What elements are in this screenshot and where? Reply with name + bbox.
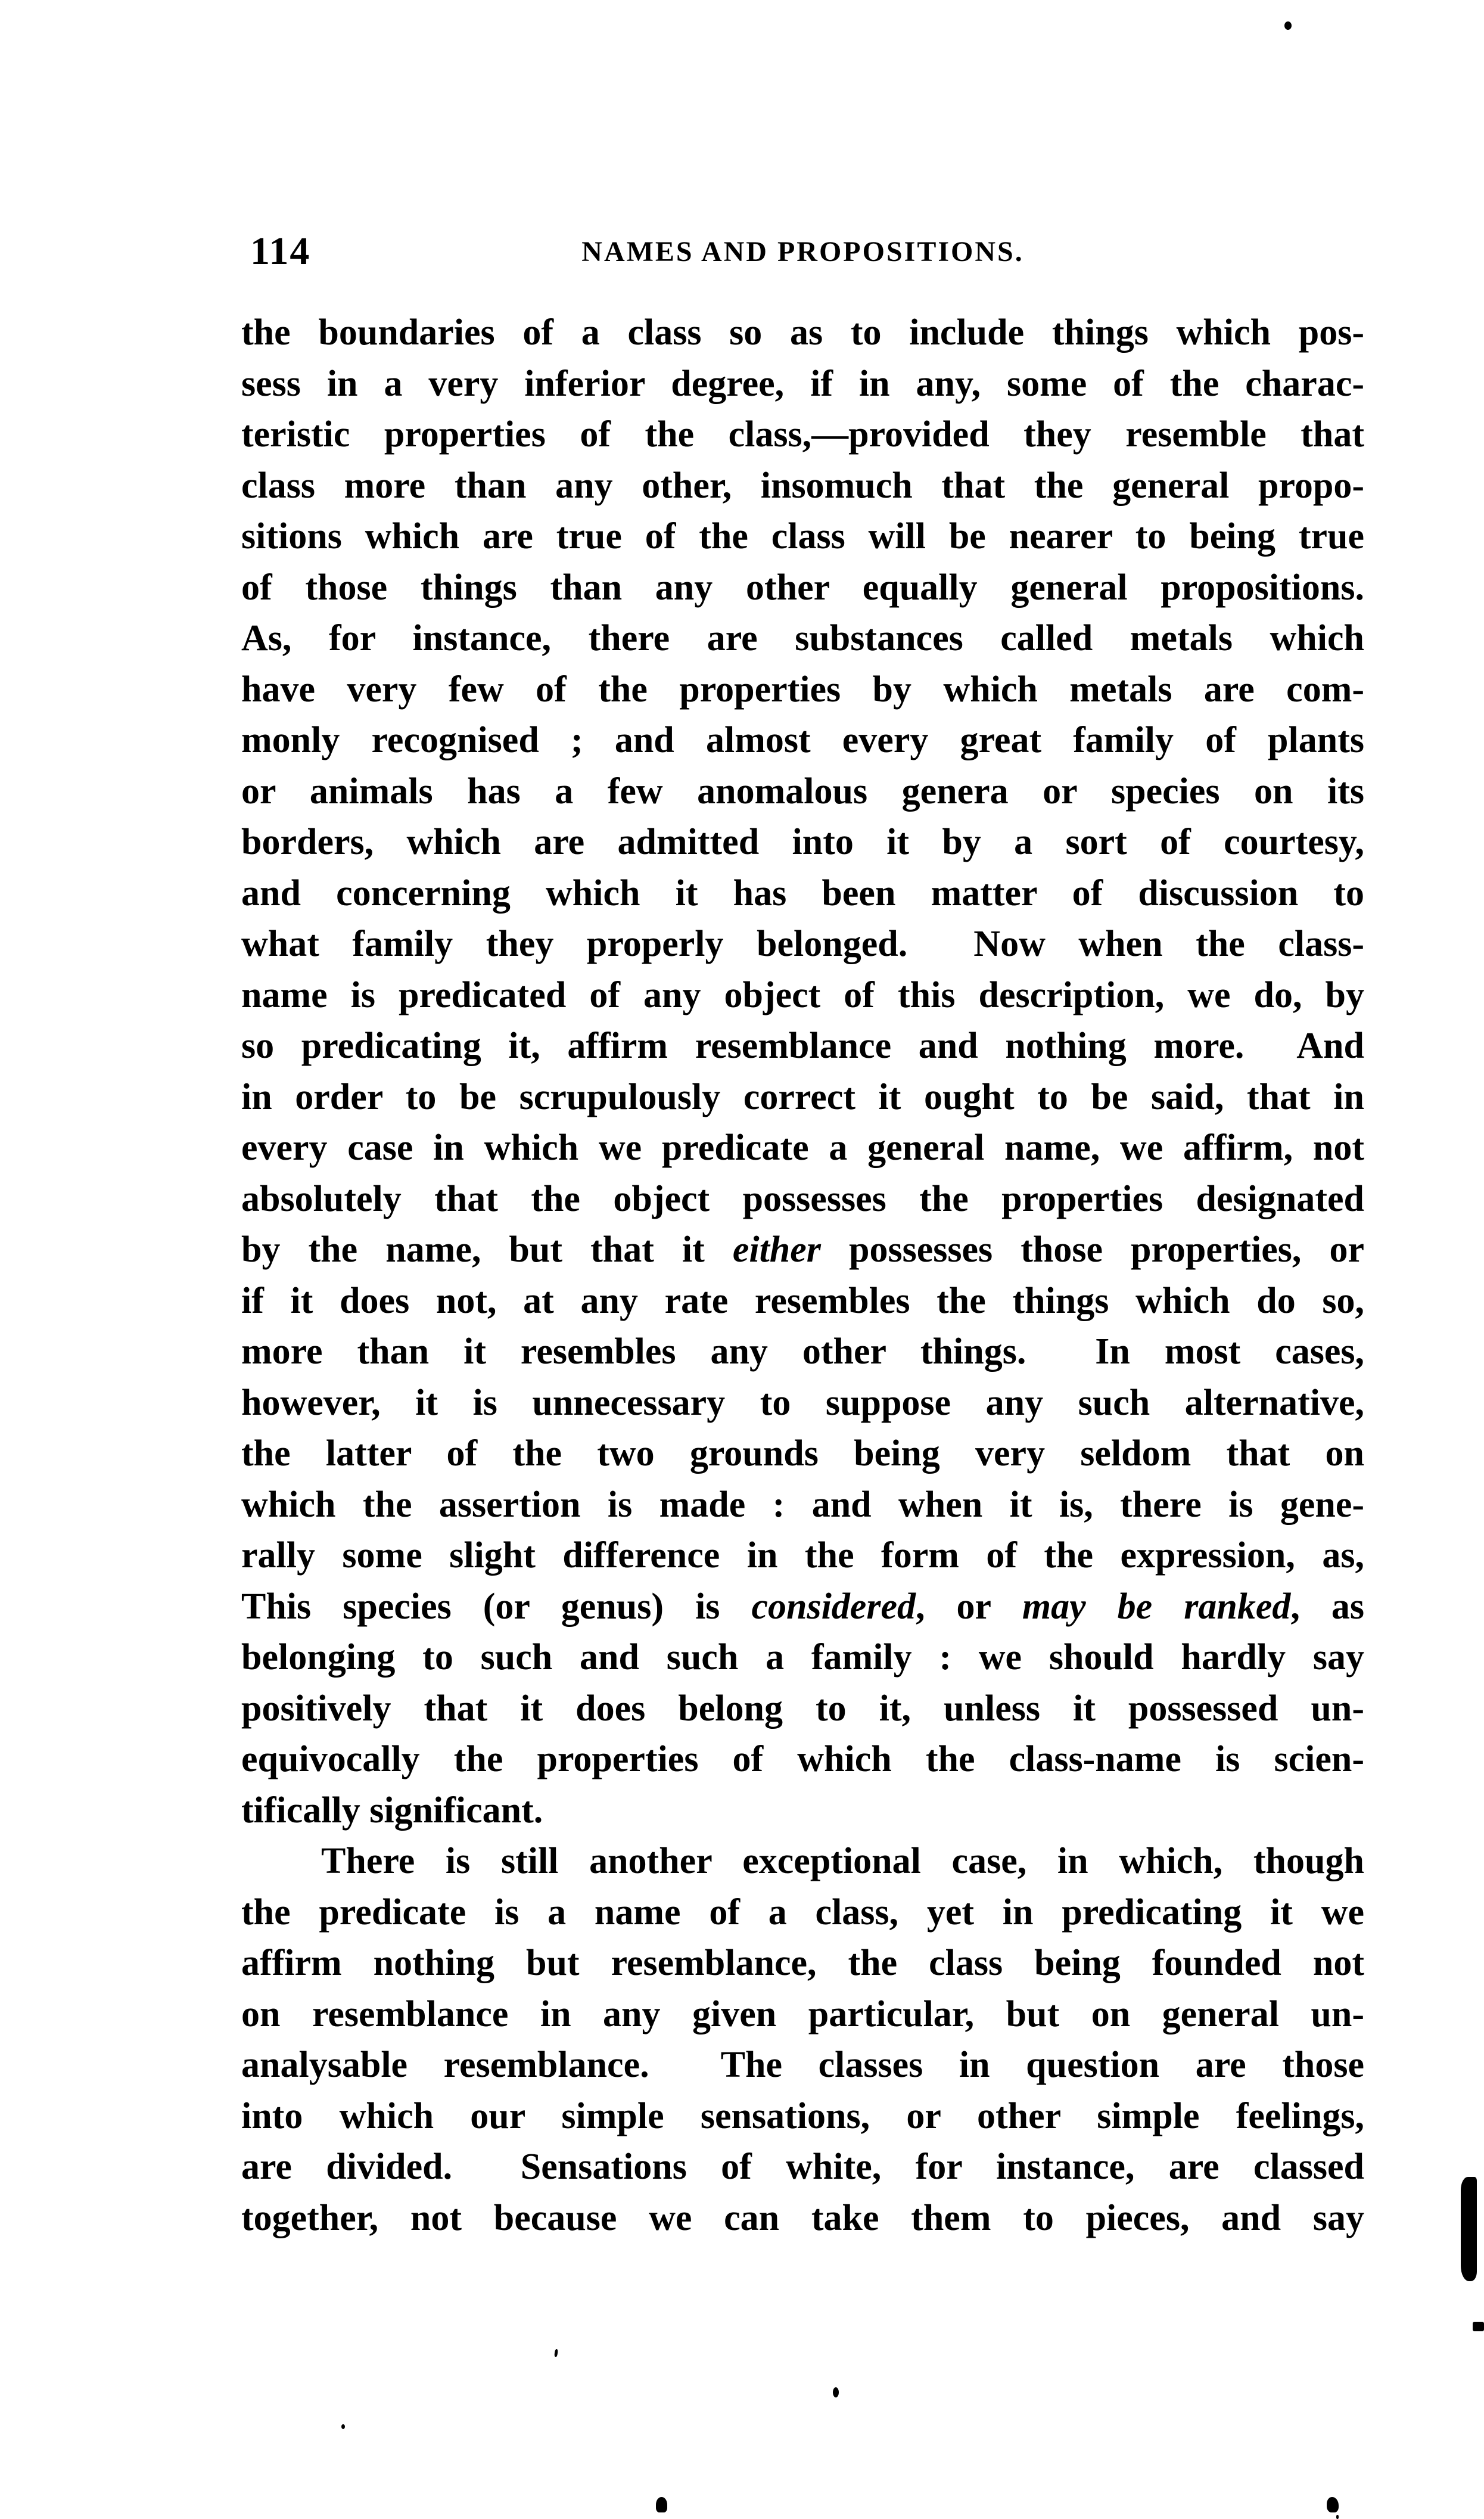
ink-bar-right-edge-artifact xyxy=(1461,2177,1477,2281)
text-line: or animals has a few anomalous genera or species on its xyxy=(241,771,1364,812)
text-line: the boundaries of a class so as to include things which pos- xyxy=(241,312,1364,353)
page-number: 114 xyxy=(250,229,311,273)
text-line: which the assertion is made : and when it is, there is gene- xyxy=(241,1484,1364,1525)
running-title: NAMES AND PROPOSITIONS. xyxy=(581,236,1024,268)
text-line: the latter of the two grounds being very seldom that on xyxy=(241,1433,1364,1474)
ink-speck-tiny-artifact xyxy=(341,2424,345,2429)
text-line: every case in which we predicate a general name, we affirm, not xyxy=(241,1128,1364,1168)
text-line: the predicate is a name of a class, yet in predicating it we xyxy=(241,1891,1364,1933)
text-line: sess in a very inferior degree, if in any, some of the charac- xyxy=(241,363,1364,404)
text-line: There is still another exceptional case, in which, though xyxy=(321,1841,1364,1881)
ink-tick-bottom-right-artifact xyxy=(1336,2515,1339,2519)
italic-text: either xyxy=(732,1229,821,1270)
text-line: rally some slight difference in the form of the expression, as, xyxy=(241,1535,1364,1576)
text-line: class more than any other, insomuch that the general propo- xyxy=(241,465,1364,506)
text-line: of those things than any other equally general propositions. xyxy=(241,567,1364,608)
text-line: are divided. Sensations of white, for instance, are classed xyxy=(241,2147,1364,2187)
ink-dot-bottom-middle-artifact xyxy=(833,2387,839,2397)
text-line: As, for instance, there are substances called metals which xyxy=(241,618,1364,659)
text-line: analysable resemblance. The classes in question are those xyxy=(241,2045,1364,2085)
ink-tick-bottom-left-artifact xyxy=(554,2349,558,2358)
text-line: more than it resembles any other things. In most cases, xyxy=(241,1331,1364,1372)
text-line: equivocally the properties of which the class-name is scien- xyxy=(241,1739,1364,1779)
text-line: by the name, but that it either possesses those properties, or xyxy=(241,1229,1364,1270)
text-line: sitions which are true of the class will be nearer to being true xyxy=(241,516,1364,557)
text-line: This species (or genus) is considered, or may be ranked, as xyxy=(241,1586,1364,1627)
text-line: belonging to such and such a family : we should hardly say xyxy=(241,1637,1364,1678)
text-line: affirm nothing but resemblance, the class being founded not xyxy=(241,1943,1364,1983)
ink-dot-top-right-artifact xyxy=(1284,21,1292,30)
text-line: however, it is unnecessary to suppose any such alternative, xyxy=(241,1382,1364,1423)
text-line: together, not because we can take them to pieces, and say xyxy=(241,2197,1364,2238)
text-line: borders, which are admitted into it by a sort of courtesy, xyxy=(241,822,1364,862)
text-line: on resemblance in any given particular, but on general un- xyxy=(241,1993,1364,2035)
text-line: teristic properties of the class,—provided they resemble that xyxy=(241,414,1364,455)
text-line: have very few of the properties by which metals are com- xyxy=(241,669,1364,710)
text-line: positively that it does belong to it, unless it possessed un- xyxy=(241,1688,1364,1729)
ink-blob-bottom-right-artifact xyxy=(1327,2497,1339,2512)
text-line: in order to be scrupulously correct it ought to be said, that in xyxy=(241,1076,1364,1117)
text-line: name is predicated of any object of this description, we do, by xyxy=(241,974,1364,1015)
text-line: tifically significant. xyxy=(241,1790,543,1831)
text-line: and concerning which it has been matter of discussion to xyxy=(241,872,1364,914)
text-line: so predicating it, affirm resemblance and nothing more. And xyxy=(241,1026,1364,1066)
text-line: absolutely that the object possesses the properties designated xyxy=(241,1178,1364,1219)
ink-speck-right-edge-artifact xyxy=(1473,2322,1484,2331)
text-line: if it does not, at any rate resembles the things which do so, xyxy=(241,1280,1364,1321)
text-line: monly recognised ; and almost every great family of plants xyxy=(241,720,1364,760)
italic-text: may be ranked xyxy=(1022,1586,1291,1627)
text-block xyxy=(241,308,1364,2244)
ink-blob-bottom-center-artifact xyxy=(656,2497,667,2512)
italic-text: considered xyxy=(751,1586,916,1627)
text-line: what family they properly belonged. Now when the class- xyxy=(241,924,1364,964)
text-line: into which our simple sensations, or other simple feelings, xyxy=(241,2095,1364,2136)
